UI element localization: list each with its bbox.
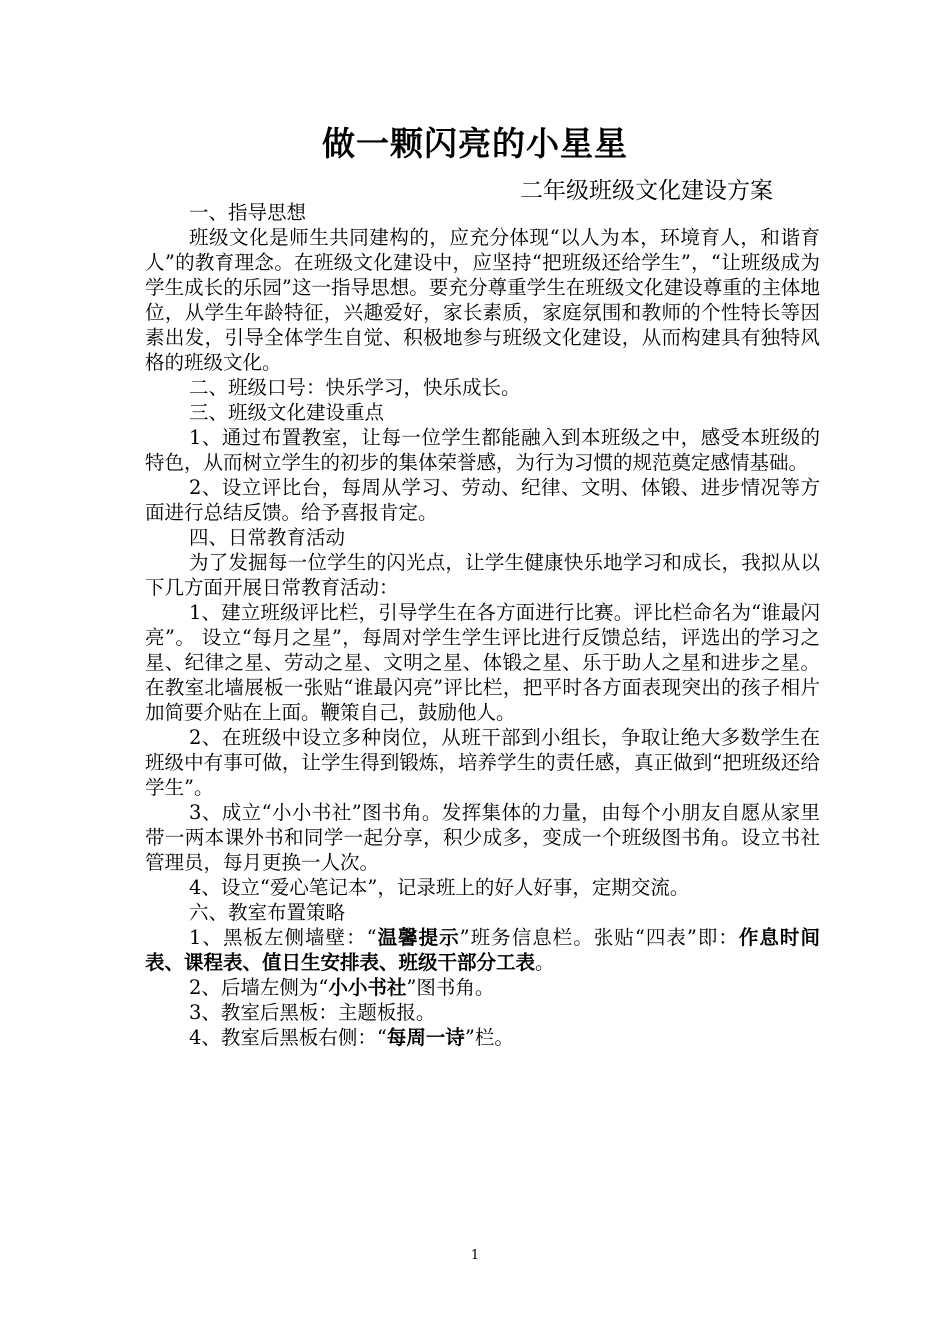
layout-item-4: 4、教室后黑板右侧：“每周一诗”栏。 xyxy=(189,1026,514,1049)
document-title: 做一颗闪亮的小星星 xyxy=(322,124,628,163)
page-number: 1 xyxy=(470,1248,480,1263)
bold-text: 小小书社 xyxy=(328,976,407,999)
paragraph-activities-intro: 为了发掘每一位学生的闪光点，让学生健康快乐地学习和成长，我拟从以下几方面开展日常教育活动： xyxy=(145,551,820,599)
paragraph-activity-2: 2、在班级中设立多种岗位，从班干部到小组长，争取让绝大多数学生在班级中有事可做，让学生得到锻炼，培养学生的责任感，真正做到“把班级还给学生”。 xyxy=(145,726,820,799)
document-subtitle: 二年级班级文化建设方案 xyxy=(520,178,773,204)
paragraph-activity-4: 4、设立“爱心笔记本”，记录班上的好人好事，定期交流。 xyxy=(189,876,690,899)
layout-item-3: 3、教室后黑板：主题板报。 xyxy=(189,1001,436,1024)
heading-classroom-layout: 六、教室布置策略 xyxy=(189,901,346,924)
paragraph-guiding-idea: 班级文化是师生共同建构的，应充分体现“以人为本，环境育人，和谐育人”的教育理念。在班级文化建设中，应坚持“把班级还给学生”，“让班级成为学生成长的乐园”这一指导思想。要充分尊重学生在班级文化建设尊重的主体地位，从学生年龄特征，兴趣爱好，家长素质，家庭氛围和教师的个性特长等因素出发，引导全体学生自觉、积极地参与班级文化建设，从而构建具有独特风格的班级文化。 xyxy=(145,226,820,374)
paragraph-focus-2: 2、设立评比台，每周从学习、劳动、纪律、文明、体锻、进步情况等方面进行总结反馈。给予喜报肯定。 xyxy=(145,476,820,524)
heading-class-slogan: 二、班级口号：快乐学习，快乐成长。 xyxy=(189,376,521,399)
paragraph-activity-1: 1、建立班级评比栏，引导学生在各方面进行比赛。评比栏命名为“谁最闪亮”。 设立“每月之星”，每周对学生学生评比进行反馈总结，评选出的学习之星、纪律之星、劳动之星、文明之星、体锻之星、乐于助人之星和进步之星。在教室北墙展板一张贴“谁最闪亮”评比栏，把平时各方面表现突出的孩子相片加简要介贴在上面。鞭策自己，鼓励他人。 xyxy=(145,601,820,724)
layout-item-2: 2、后墙左侧为“小小书社”图书角。 xyxy=(189,976,495,999)
paragraph-activity-3: 3、成立“小小书社”图书角。发挥集体的力量，由每个小朋友自愿从家里带一两本课外书和同学一起分享，积少成多，变成一个班级图书角。设立书社管理员，每月更换一人次。 xyxy=(145,801,820,874)
heading-culture-focus: 三、班级文化建设重点 xyxy=(189,401,385,424)
layout-item-1: 1、黑板左侧墙壁：“温馨提示”班务信息栏。张贴“四表”即：作息时间表、课程表、值日生安排表、班级干部分工表。 xyxy=(145,926,820,974)
document-body xyxy=(145,200,820,1050)
bold-text: 作息时间表、课程表、值日生安排表、班级干部分工表 xyxy=(145,926,820,974)
paragraph-focus-1: 1、通过布置教室，让每一位学生都能融入到本班级之中，感受本班级的特色，从而树立学生的初步的集体荣誉感，为行为习惯的规范奠定感情基础。 xyxy=(145,426,820,474)
bold-text: 温馨提示 xyxy=(376,926,460,949)
heading-guiding-idea: 一、指导思想 xyxy=(189,201,307,224)
bold-text: 每周一诗 xyxy=(386,1026,465,1049)
heading-daily-activities: 四、日常教育活动 xyxy=(189,526,346,549)
